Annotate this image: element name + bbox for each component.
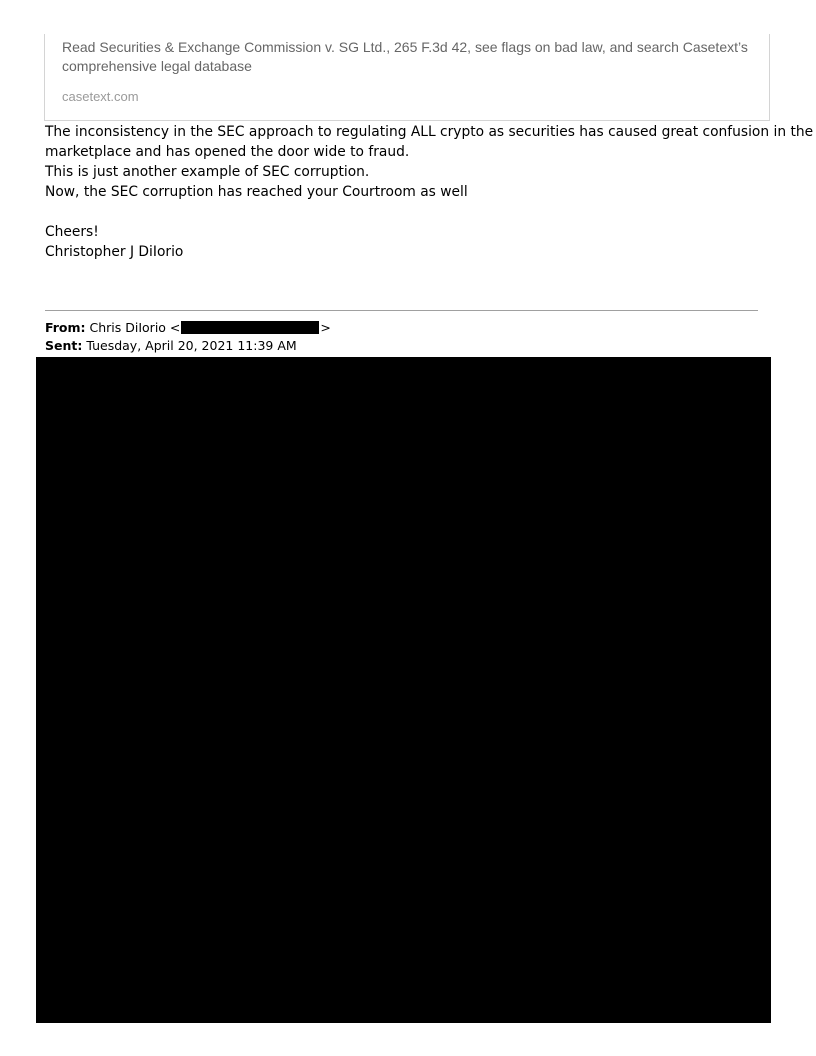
link-preview-description bbox=[62, 38, 752, 76]
message-line-3: This is just another example of SEC corruption. bbox=[45, 164, 370, 180]
from-name: Chris DiIorio < bbox=[89, 320, 181, 335]
sent-value: Tuesday, April 20, 2021 11:39 AM bbox=[86, 338, 297, 353]
redacted-email-address bbox=[181, 321, 319, 334]
link-preview-description-line-1: Read Securities & Exchange Commission v. SG Ltd., 265 F.3d 42, see flags on bad law, and search Casetext’s bbox=[62, 39, 748, 55]
link-preview-domain[interactable]: casetext.com bbox=[62, 89, 139, 104]
header-separator bbox=[45, 310, 758, 311]
redacted-content-block bbox=[36, 357, 771, 1023]
closing: Cheers! bbox=[45, 224, 99, 240]
sent-label: Sent: bbox=[45, 338, 83, 353]
signature: Christopher J DiIorio bbox=[45, 244, 184, 260]
sent-line bbox=[45, 338, 297, 354]
message-line-4: Now, the SEC corruption has reached your Courtroom as well bbox=[45, 184, 468, 200]
message-line-2: marketplace and has opened the door wide to fraud. bbox=[45, 144, 410, 160]
link-preview-description-line-2: comprehensive legal database bbox=[62, 58, 252, 74]
from-label: From: bbox=[45, 320, 86, 335]
message-line-1: The inconsistency in the SEC approach to regulating ALL crypto as securities has caused great confusion in the bbox=[45, 124, 814, 140]
from-line bbox=[45, 320, 331, 336]
from-suffix: > bbox=[320, 320, 331, 335]
link-preview-card[interactable] bbox=[44, 34, 770, 121]
